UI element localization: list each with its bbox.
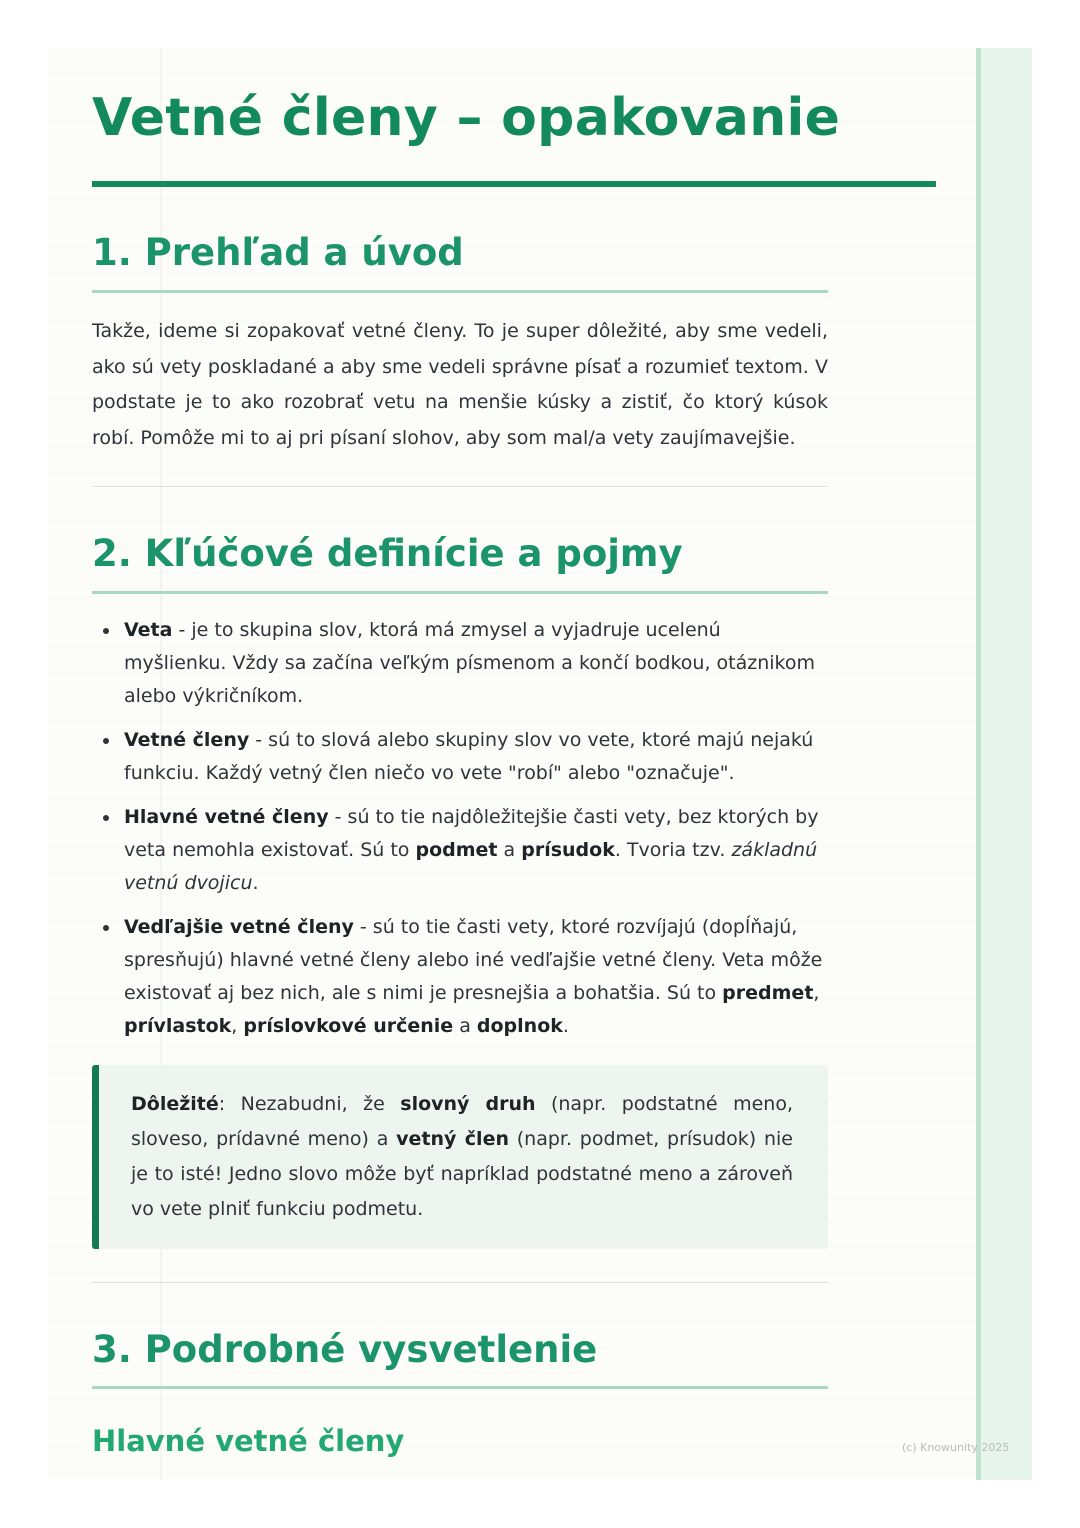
important-note-box: [92, 1065, 828, 1249]
note-label: Dôležité: [131, 1093, 219, 1115]
page-title: Vetné členy – opakovanie: [92, 88, 841, 148]
term-label: Veta: [124, 619, 173, 641]
term-podmet: podmet: [415, 839, 498, 861]
list-item: [92, 801, 828, 900]
separator-text: ,: [813, 982, 820, 1004]
term-zakladna-dvojica: základnú vetnú dvojicu: [124, 839, 818, 894]
title-underline: [92, 181, 936, 187]
separator-text: a: [453, 1015, 477, 1037]
section-2-rule: [92, 591, 828, 594]
note-text-part: (napr. podstatné meno, sloveso, prídavné meno) a: [131, 1093, 793, 1150]
note-text-part: (napr. podmet, prísudok) nie je to isté! Jedno slovo môže byť napríklad podstatné meno a zároveň vo vete plniť funkciu podmetu.: [131, 1128, 793, 1220]
definition-text: . Tvoria tzv.: [614, 839, 732, 861]
section-1-rule: [92, 290, 828, 293]
bullet-icon: [103, 738, 109, 744]
term-prisudok: prísudok: [521, 839, 615, 861]
bullet-icon: [103, 628, 109, 634]
note-text-part: : Nezabudni, že: [218, 1093, 401, 1115]
section-2-heading: 2. Kľúčové definície a pojmy: [92, 532, 683, 575]
definition-text: - sú to tie časti vety, ktoré rozvíjajú (dopĺňajú, spresňujú) hlavné vetné členy alebo iné vedľajšie vetné členy. Veta môže existovať aj bez nich, ale s nimi je presnejšia a bohatšia. Sú to: [124, 916, 823, 1004]
note-accent-bar: [92, 1065, 99, 1249]
definition-text: - sú to tie najdôležitejšie časti vety, bez ktorých by veta nemohla existovať. Sú to: [124, 806, 819, 861]
side-decoration-strip: [976, 48, 1032, 1480]
section-divider: [92, 1282, 828, 1283]
term-label: Vedľajšie vetné členy: [124, 916, 354, 938]
copyright-footer: (c) Knowunity 2025: [902, 1441, 1010, 1454]
note-text: [131, 1087, 793, 1227]
term-vetny-clen: vetný člen: [396, 1128, 509, 1150]
bullet-icon: [103, 925, 109, 931]
side-decoration-line: [976, 48, 981, 1480]
list-item: [92, 614, 828, 713]
list-item: [92, 724, 828, 790]
definition-text: - je to skupina slov, ktorá má zmysel a vyjadruje ucelenú myšlienku. Vždy sa začína veľkým písmenom a končí bodkou, otáznikom alebo výkričníkom.: [124, 619, 815, 707]
definitions-list: [92, 614, 828, 1054]
section-3-rule: [92, 1386, 828, 1389]
bullet-icon: [103, 815, 109, 821]
term-doplnok: doplnok: [476, 1015, 563, 1037]
separator-text: .: [562, 1015, 569, 1037]
section-3-heading: 3. Podrobné vysvetlenie: [92, 1328, 598, 1371]
definition-text: - sú to slová alebo skupiny slov vo vete, ktoré majú nejakú funkciu. Každý vetný člen niečo vo vete "robí" alebo "označuje".: [124, 729, 814, 784]
separator-text: ,: [231, 1015, 244, 1037]
section-1-heading: 1. Prehľad a úvod: [92, 231, 464, 274]
section-divider: [92, 486, 828, 487]
list-item: [92, 911, 828, 1043]
document-page: [48, 48, 1032, 1480]
term-label: Hlavné vetné členy: [124, 806, 329, 828]
term-slovny-druh: slovný druh: [400, 1093, 536, 1115]
term-label: Vetné členy: [124, 729, 250, 751]
section-1-paragraph: Takže, ideme si zopakovať vetné členy. To je super dôležité, aby sme vedeli, ako sú vety poskladané a aby sme vedeli správne písať a rozumieť textom. V podstate je to ako rozobrať vetu na menšie kúsky a zistiť, čo ktorý kúsok robí. Pomôže mi to aj pri písaní slohov, aby som mal/a vety zaujímavejšie.: [92, 320, 828, 449]
term-privlastok: prívlastok: [124, 1015, 232, 1037]
definition-text: .: [252, 872, 259, 894]
subsection-heading: Hlavné vetné členy: [92, 1424, 405, 1458]
term-predmet: predmet: [722, 982, 814, 1004]
definition-text: a: [497, 839, 522, 861]
term-prislovkove-urcenie: príslovkové určenie: [243, 1015, 454, 1037]
